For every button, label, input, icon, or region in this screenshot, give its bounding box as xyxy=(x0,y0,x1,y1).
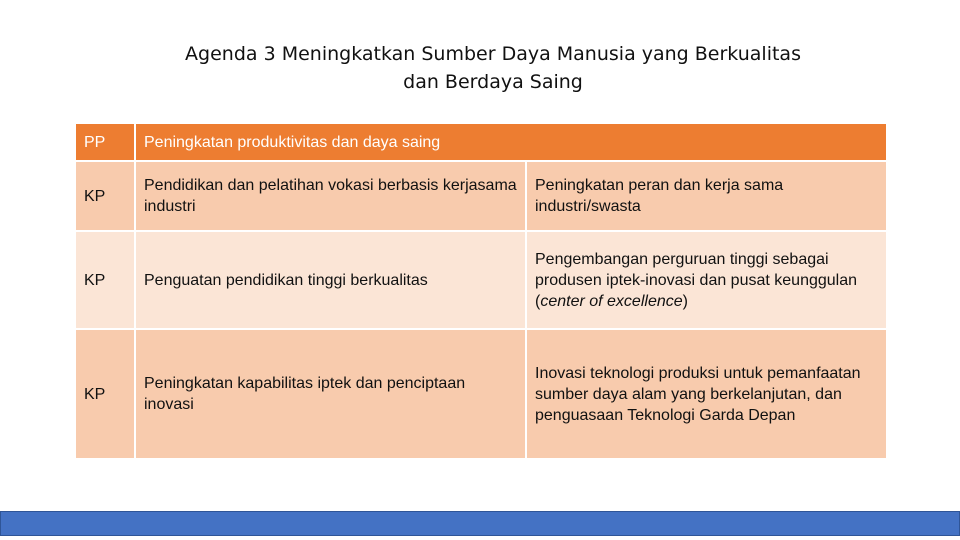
header-code-cell: PP xyxy=(75,123,135,161)
row-text-cell: Penguatan pendidikan tinggi berkualitas xyxy=(135,231,526,329)
footer-bar xyxy=(0,511,960,536)
detail-emphasis: center of excellence xyxy=(540,292,683,310)
row-detail-cell: Peningkatan peran dan kerja sama industri/swasta xyxy=(526,161,887,231)
row-code-cell: KP xyxy=(75,329,135,459)
title-line-2: dan Berdaya Saing xyxy=(403,71,583,93)
table-row xyxy=(75,231,887,329)
row-text-cell: Peningkatan kapabilitas iptek dan penciptaan inovasi xyxy=(135,329,526,459)
table-header-row xyxy=(75,123,887,161)
table-row xyxy=(75,329,887,459)
title-line-1: Agenda 3 Meningkatkan Sumber Daya Manusia yang Berkualitas xyxy=(185,43,801,65)
row-text-cell: Pendidikan dan pelatihan vokasi berbasis kerjasama industri xyxy=(135,161,526,231)
detail-text-end: ) xyxy=(682,292,688,310)
detail-text: Pengembangan perguruan tinggi sebagai produsen iptek-inovasi dan pusat keunggulan ( xyxy=(535,250,858,310)
row-code-cell: KP xyxy=(75,161,135,231)
header-text-cell: Peningkatan produktivitas dan daya saing xyxy=(135,123,887,161)
row-detail-cell xyxy=(526,231,887,329)
page-title xyxy=(0,40,960,96)
row-code-cell: KP xyxy=(75,231,135,329)
table-row xyxy=(75,161,887,231)
agenda-table xyxy=(74,122,888,460)
row-detail-cell: Inovasi teknologi produksi untuk pemanfaatan sumber daya alam yang berkelanjutan, dan penguasaan Teknologi Garda Depan xyxy=(526,329,887,459)
